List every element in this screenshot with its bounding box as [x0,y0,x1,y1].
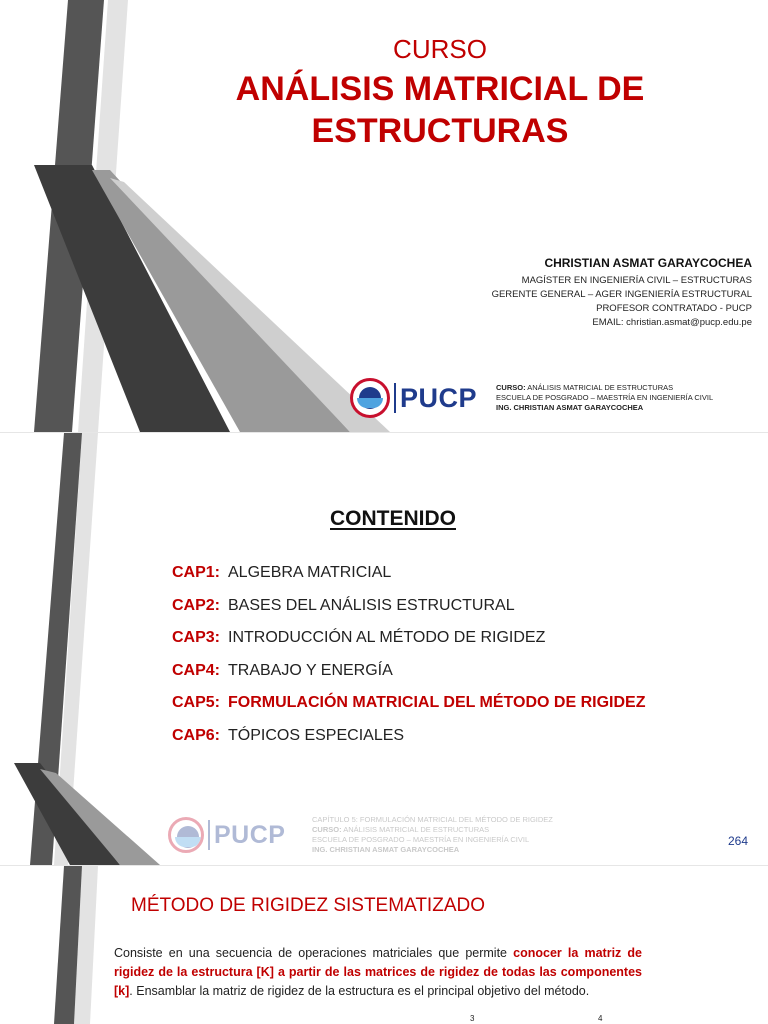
pucp-seal-icon [168,817,204,853]
decorative-stripes [0,866,120,1024]
body-text-highlight: conocer la matriz de rigidez de la estructura [K] a partir de las matrices de rigidez de todas las componentes [k] [114,946,643,998]
footer-course-value: ANÁLISIS MATRICIAL DE ESTRUCTURAS [341,825,490,834]
toc-item-cap5[interactable] [172,687,645,720]
toc-item-cap1[interactable] [172,557,645,590]
contents-slide [0,433,768,865]
slide-body-text [114,944,642,1001]
toc-chapter-title: TRABAJO Y ENERGÍA [228,661,393,679]
body-text-intro: Consiste en una secuencia de operaciones matriciales que permite [114,946,514,960]
method-slide [0,866,768,1024]
page-number: 264 [727,834,748,848]
slide-footer [312,815,553,855]
author-block [492,256,752,330]
figure-node-label: 4 [598,1014,603,1023]
toc-chapter-number: CAP4: [172,661,221,679]
title-slide [0,0,768,432]
toc-chapter-title: INTRODUCCIÓN AL MÉTODO DE RIGIDEZ [228,629,546,646]
course-title-line2: ESTRUCTURAS [311,112,569,151]
pucp-logo-text: PUCP [400,382,478,413]
course-label: CURSO [393,34,487,64]
course-info-label: CURSO: [496,383,526,392]
toc-chapter-number: CAP5: [172,694,221,711]
figure-node-label: 3 [470,1014,475,1023]
toc-chapter-number: CAP3: [172,629,221,646]
author-degree: MAGÍSTER EN INGENIERÍA CIVIL – ESTRUCTURAS [521,275,752,286]
footer-school: ESCUELA DE POSGRADO – MAESTRÍA EN INGENIERÍA CIVIL [312,835,530,844]
toc-item-cap3[interactable] [172,622,645,655]
toc-chapter-number: CAP2: [172,596,221,614]
pucp-logo-text: PUCP [214,820,286,849]
author-position: GERENTE GENERAL – AGER INGENIERÍA ESTRUCTURAL [491,289,752,300]
course-title-line1: ANÁLISIS MATRICIAL DE [235,70,645,108]
contents-heading: CONTENIDO [330,507,456,530]
body-text-conclusion: . Ensamblar la matriz de rigidez de la estructura es el principal objetivo del método. [129,984,590,998]
toc-item-cap2[interactable] [172,590,645,623]
course-info [496,383,713,413]
toc-chapter-number: CAP6: [172,726,221,744]
footer-course-label: CURSO: [312,825,342,834]
footer-chapter: CAPÍTULO 5: FORMULACIÓN MATRICIAL DEL MÉTODO DE RIGIDEZ [312,815,553,824]
author-name: CHRISTIAN ASMAT GARAYCOCHEA [544,256,752,270]
toc-item-cap4[interactable] [172,655,645,688]
course-title [0,68,768,152]
toc-item-cap6[interactable] [172,720,645,753]
toc-chapter-title: BASES DEL ANÁLISIS ESTRUCTURAL [228,596,515,614]
footer-professor: ING. CHRISTIAN ASMAT GARAYCOCHEA [312,845,460,854]
pucp-seal-icon [350,378,390,418]
toc-chapter-number: CAP1: [172,564,221,581]
toc-chapter-title: ALGEBRA MATRICIAL [228,564,392,581]
slide-title: MÉTODO DE RIGIDEZ SISTEMATIZADO [131,895,485,916]
author-role: PROFESOR CONTRATADO - PUCP [596,303,752,314]
pucp-logo [350,378,477,418]
course-info-professor: ING. CHRISTIAN ASMAT GARAYCOCHEA [496,403,644,412]
course-info-value: ANÁLISIS MATRICIAL DE ESTRUCTURAS [525,383,674,392]
table-of-contents [172,557,645,752]
course-info-school: ESCUELA DE POSGRADO – MAESTRÍA EN INGENIERÍA CIVIL [496,393,714,402]
toc-chapter-title: TÓPICOS ESPECIALES [228,726,405,744]
author-email: EMAIL: christian.asmat@pucp.edu.pe [592,317,752,328]
toc-chapter-title: FORMULACIÓN MATRICIAL DEL MÉTODO DE RIGIDEZ [228,694,646,711]
pucp-logo-watermark [168,817,285,853]
